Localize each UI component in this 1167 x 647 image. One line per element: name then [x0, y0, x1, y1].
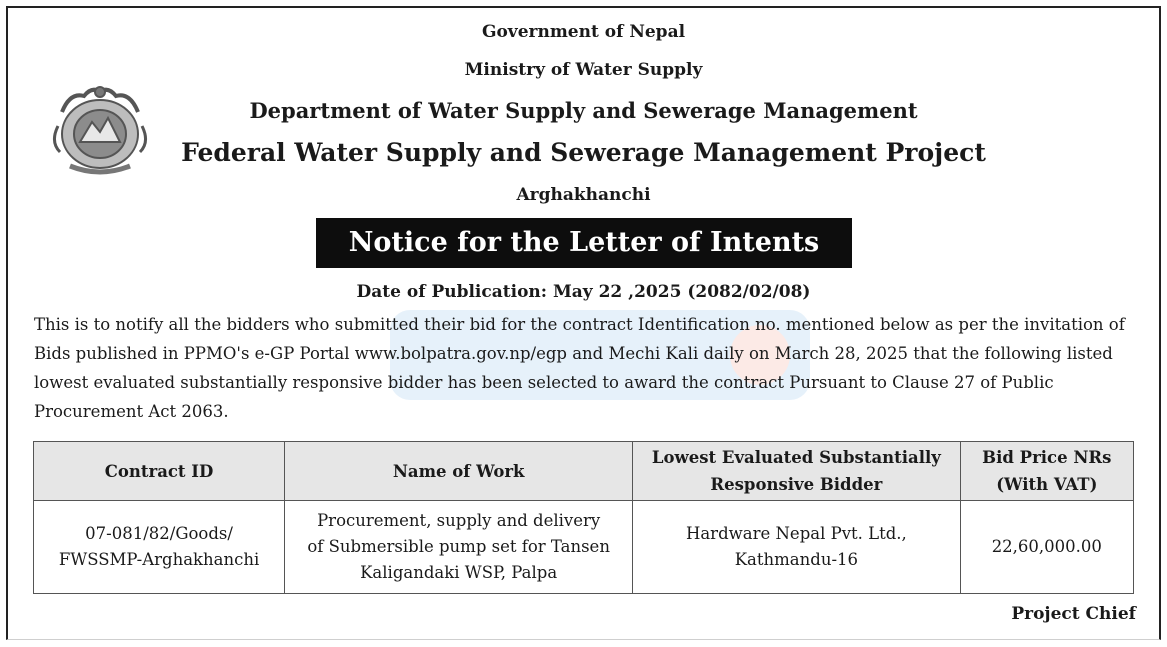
bidder-line2: Kathmandu-16 — [734, 550, 859, 569]
header-price-line1: Bid Price NRs — [982, 448, 1112, 467]
header-government: Government of Nepal — [481, 22, 686, 42]
cell-bidder — [633, 501, 960, 594]
signature-project-chief: Project Chief — [1011, 604, 1136, 624]
header-location: Arghakhanchi — [516, 185, 651, 205]
header-price-line2: (With VAT) — [996, 475, 1098, 494]
header-bidder-line1: Lowest Evaluated Substantially — [651, 448, 941, 467]
cell-name-of-work — [285, 501, 633, 594]
header-bid-price — [960, 442, 1133, 501]
cell-contract-id — [34, 501, 285, 594]
nepal-government-emblem-icon — [40, 82, 160, 182]
header-contract-id: Contract ID — [34, 442, 285, 501]
publication-date: Date of Publication: May 22 ,2025 (2082/02/08) — [356, 282, 811, 302]
contract-id-line1: 07-081/82/Goods/ — [85, 524, 233, 543]
award-table — [33, 441, 1134, 594]
header-bidder — [633, 442, 960, 501]
work-line3: Kaligandaki WSP, Palpa — [360, 563, 558, 582]
header-bidder-line2: Responsive Bidder — [710, 475, 883, 494]
cell-bid-price: 22,60,000.00 — [960, 501, 1133, 594]
contract-id-line2: FWSSMP-Arghakhanchi — [58, 550, 260, 569]
table-header-row — [34, 442, 1134, 501]
work-line2: of Submersible pump set for Tansen — [307, 537, 610, 556]
header-project: Federal Water Supply and Sewerage Management Project — [181, 138, 986, 167]
bidder-line1: Hardware Nepal Pvt. Ltd., — [685, 524, 907, 543]
work-line1: Procurement, supply and delivery — [317, 511, 601, 530]
notice-body-text: This is to notify all the bidders who submitted their bid for the contract Identification no. mentioned below as per the invitation of Bids published in PPMO's e-GP Portal www.bolpatra.gov.np/egp and Mechi Kali daily on March 28, 2025 that the following listed lowest evaluated substantially responsive bidder has been selected to award the contract Pursuant to Clause 27 of Public Procurement Act 2063. — [34, 315, 1125, 421]
table-row — [34, 501, 1134, 594]
header-ministry: Ministry of Water Supply — [464, 60, 703, 80]
header-department: Department of Water Supply and Sewerage Management — [249, 98, 918, 123]
notice-title: Notice for the Letter of Intents — [316, 218, 852, 268]
header-name-of-work: Name of Work — [285, 442, 633, 501]
